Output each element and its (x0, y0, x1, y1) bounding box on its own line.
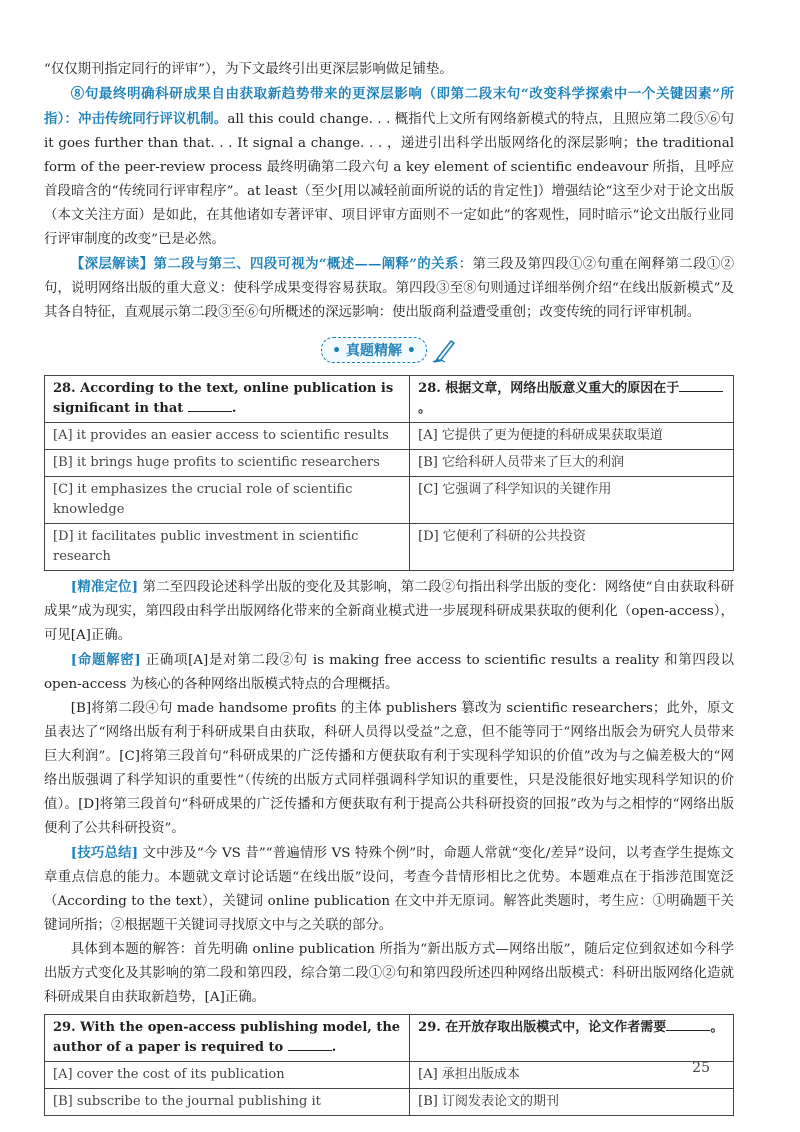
question-29-stem-row (45, 1015, 734, 1062)
option-zh: [B] 它给科研人员带来了巨大的利润 (410, 450, 734, 477)
precise-body: 第二至四段论述科学出版的变化及其影响，第二段②句指出科学出版的变化：网络使“自由获取科研成果”成为现实，第四段由科学出版网络化带来的全新商业模式进一步展现科研成果获取的便利化（open-access），可见[A]正确。 (44, 580, 734, 643)
skill-body: 文中涉及“今 VS 昔”“普遍情形 VS 特殊个例”时，命题人常就“变化/差异”设问，以考查学生提炼文章重点信息的能力。本题就文章讨论话题“在线出版”设问，考查今昔情形相比之优势。本题难点在于指涉范围宽泛（According to the text），关键词 online publication 在文中并无原词。解答此类题时，考生应：①明确题干关键词所指；②根据题干关键词寻找原文中与之关联的部分。 (44, 846, 734, 933)
option-en: [B] subscribe to the journal publishing it (45, 1089, 410, 1116)
option-en: [A] it provides an easier access to scientific results (45, 423, 410, 450)
option-row (45, 1089, 734, 1116)
option-en: [B] it brings huge profits to scientific researchers (45, 450, 410, 477)
sentence-8-heading: ⑧句最终明确科研成果自由获取新趋势带来的更深层影响（即第二段末句“改变科学探索中一个关键因素”所指）：冲击传统同行评议机制。 (44, 86, 734, 127)
option-row (45, 450, 734, 477)
paragraph-skill (44, 841, 734, 938)
option-en: [D] it facilitates public investment in scientific research (45, 524, 410, 571)
question-29-table (44, 1014, 734, 1116)
question-29-stem-en: 29. With the open-access publishing model, the author of a paper is required to . (45, 1015, 410, 1062)
paragraph-wrong-options: [B]将第二段④句 made handsome profits 的主体 publishers 篡改为 scientific researchers；此外，原文虽表达了“网络出版有利于科研成果自由获取，科研人员得以受益”之意，但不能等同于“网络出版会为研究人员带来巨大利润”。[C]将第三段首句“科研成果的广泛传播和方便获取有利于实现科学知识的价值”改为与之偏差极大的“网络出版强调了科学知识的重要性”（传统的出版方式同样强调科学知识的重要性，只是没能很好地实现科学知识的价值）。[D]将第三段首句“科研成果的广泛传播和方便获取有利于提高公共科研投资的回报”改为与之相悖的“网络出版便利了公共科研投资”。 (44, 701, 734, 836)
option-en: [A] cover the cost of its publication (45, 1062, 410, 1089)
deep-analysis-body: ：第三段及第四段①②句重在阐释第二段①②句，说明网络出版的重大意义：使科学成果变得容易获取。第四段③至⑧句则通过详细举例介绍“在线出版新模式”及其各自特征，直观展示第二段③至⑥句所概述的深远影响：使出版商利益遭受重创；改变传统的同行评审机制。 (44, 257, 735, 320)
pen-icon (431, 337, 457, 363)
option-row (45, 423, 734, 450)
decode-label: [命题解密] (70, 652, 141, 668)
page-number: 25 (692, 1060, 710, 1076)
option-en: [C] it emphasizes the crucial role of scientific knowledge (45, 477, 410, 524)
question-28-table (44, 375, 734, 571)
option-zh: [C] 它强调了科学知识的关键作用 (410, 477, 734, 524)
option-zh: [A] 承担出版成本 (410, 1062, 734, 1089)
question-28-stem-zh: 28. 根据文章，网络出版意义重大的原因在于。 (410, 376, 734, 423)
paragraph-sentence-8 (44, 82, 734, 252)
paragraph-deep-analysis (44, 252, 734, 325)
paragraph-intro: “仅仅期刊指定同行的评审”），为下文最终引出更深层影响做足铺垫。 (44, 62, 453, 77)
sentence-8-body: all this could change. . . 概指代上文所有网络新模式的特点，且照应第二段⑤⑥句 it goes further than that. . . It signal a change. . . ，递进引出科学出版网络化的深层影响；the traditional form of the peer-review process 最终明确第二段六句 a key element of scientific endeavour 所指，且呼应首段暗含的“传统同行评审程序”。at least（至少[用以减轻前面所说的话的肯定性]）增强结论“这至少对于论文出版（本文关注方面）是如此，在其他诸如专著评审、项目评审方面则不一定如此”的客观性，同时暗示“论文出版行业同行评审制度的改变”已是必然。 (44, 112, 734, 247)
deep-analysis-heading: 第二段与第三、四段可视为“概述——阐释”的关系 (153, 256, 459, 272)
question-28-stem-en: 28. According to the text, online publication is significant in that . (45, 376, 410, 423)
option-zh: [A] 它提供了更为便捷的科研成果获取渠道 (410, 423, 734, 450)
paragraph-specific: 具体到本题的解答：首先明确 online publication 所指为“新出版方式—网络出版”，随后定位到叙述如今科学出版方式变化及其影响的第二段和第四段，综合第二段①②句和第四段所述四种网络出版模式：科研出版网络化造就科研成果自由获取新趋势，[A]正确。 (44, 942, 734, 1005)
page-content (44, 58, 734, 1120)
question-28-stem-row (45, 376, 734, 423)
option-row (45, 524, 734, 571)
precise-label: [精准定位] (70, 579, 139, 595)
deep-analysis-label: 【深层解读】 (70, 256, 154, 272)
section-header (44, 337, 734, 363)
option-zh: [D] 它便利了科研的公共投资 (410, 524, 734, 571)
decode-body: 正确项[A]是对第二段②句 is making free access to scientific results a reality 和第四段以 open-access 为核心的各种网络出版模式特点的合理概括。 (44, 653, 734, 692)
option-row (45, 1062, 734, 1089)
section-title: • 真题精解 • (321, 337, 427, 363)
option-row (45, 477, 734, 524)
question-29-stem-zh: 29. 在开放存取出版模式中，论文作者需要 。 (410, 1015, 734, 1062)
option-zh: [B] 订阅发表论文的期刊 (410, 1089, 734, 1116)
skill-label: [技巧总结] (70, 845, 139, 861)
paragraph-precise-location (44, 575, 734, 648)
paragraph-decode (44, 648, 734, 697)
